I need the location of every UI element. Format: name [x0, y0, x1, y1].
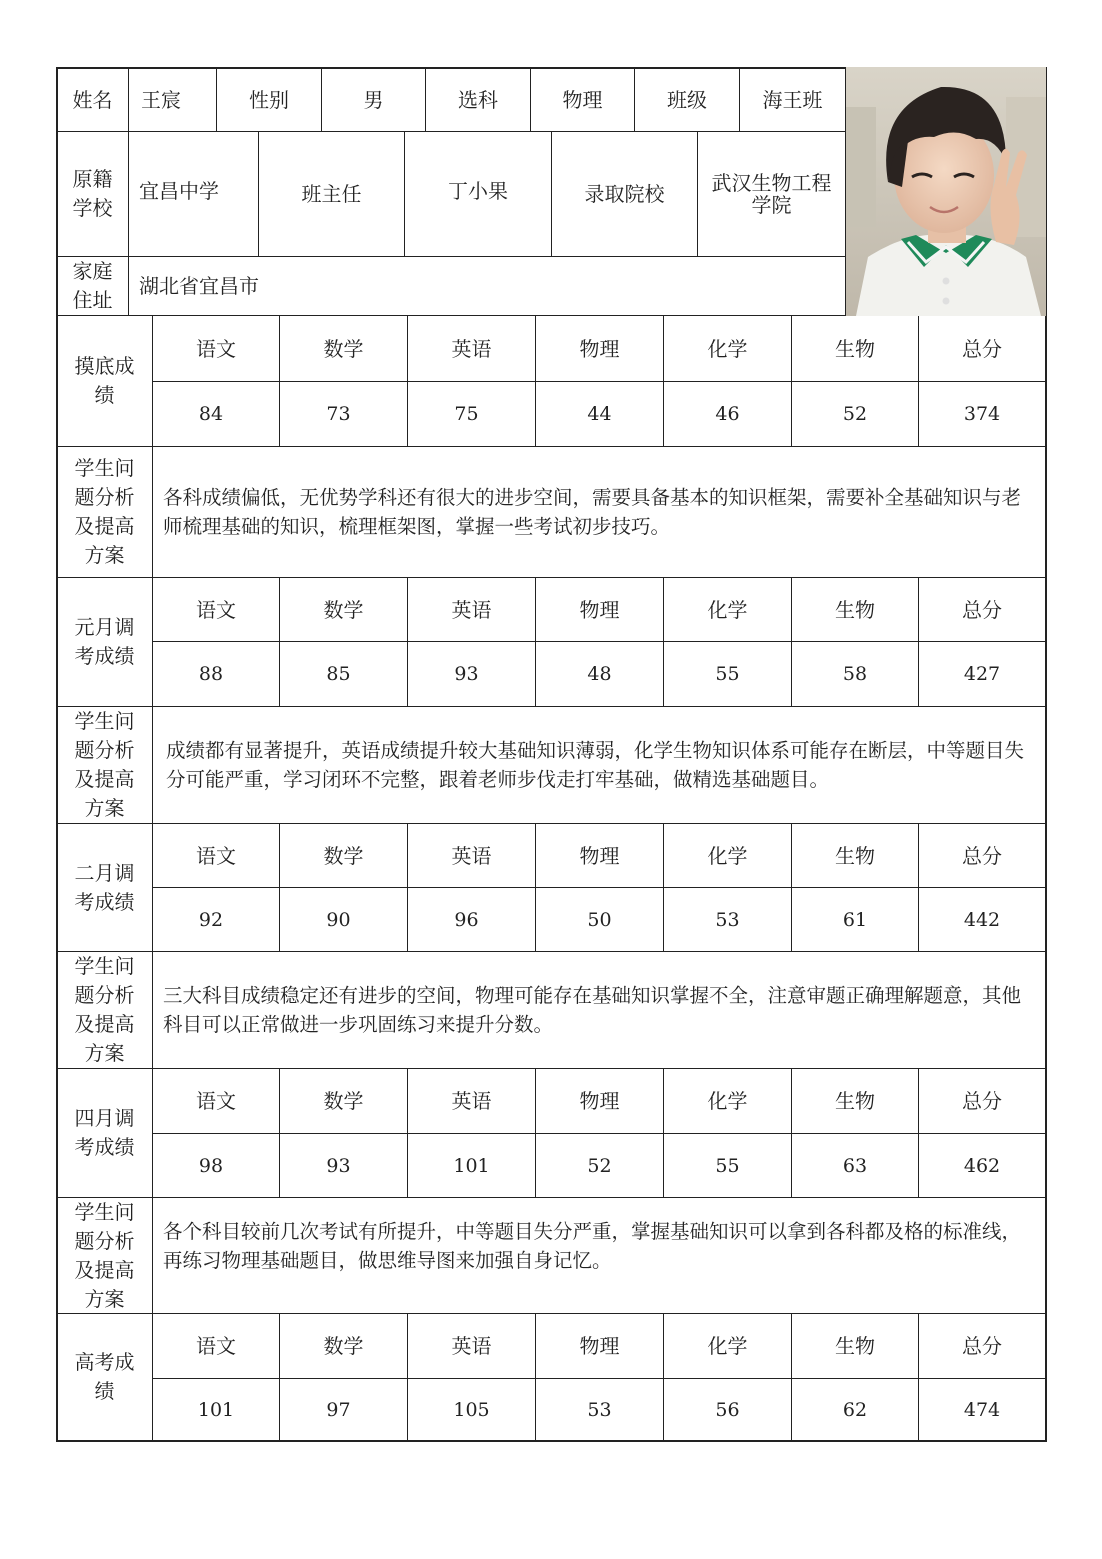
subject-header: 物理 — [579, 1089, 620, 1113]
teacher-label: 班主任 — [301, 182, 362, 206]
subject-header: 物理 — [579, 597, 620, 622]
exam-label-baseline: 摸底成 绩 — [74, 354, 135, 407]
college-label: 录取院校 — [584, 182, 665, 206]
score-cell: 61 — [842, 908, 868, 931]
exam-label-april: 四月调 考成绩 — [74, 1106, 135, 1159]
score-cell: 55 — [715, 1154, 740, 1177]
gender-value: 男 — [363, 87, 384, 112]
subject-header: 总分 — [962, 336, 1002, 361]
subject-header: 物理 — [579, 336, 620, 361]
subject-header: 化学 — [707, 336, 748, 361]
score-cell: 53 — [715, 908, 740, 931]
analysis-label: 学生问 题分析 及提高 方案 — [74, 1199, 135, 1311]
exam-label-january: 元月调 考成绩 — [74, 615, 135, 668]
subject-header: 化学 — [707, 1334, 748, 1358]
subject-header: 生物 — [835, 843, 875, 868]
subject-header: 数学 — [323, 336, 364, 361]
score-cell: 52 — [842, 403, 868, 425]
subject-header: 数学 — [323, 1089, 364, 1113]
subject-header: 语文 — [196, 843, 236, 868]
analysis-label: 学生问 题分析 及提高 方案 — [74, 456, 135, 567]
score-cell: 374 — [963, 403, 1001, 425]
analysis-text: 各个科目较前几次考试有所提升，中等题目失分严重，掌握基础知识可以拿到各科都及格的标准线，再练习物理基础题目，做思维导图来加强自身记忆。 — [163, 1219, 1022, 1272]
analysis-label: 学生问 题分析 及提高 方案 — [74, 709, 135, 820]
score-cell: 427 — [963, 663, 1001, 685]
score-cell: 75 — [454, 403, 479, 425]
subject-header: 数学 — [323, 843, 364, 868]
score-cell: 52 — [587, 1154, 612, 1177]
subject-header: 总分 — [962, 597, 1002, 622]
score-cell: 101 — [453, 1154, 490, 1177]
subject-header: 生物 — [835, 1334, 875, 1358]
score-cell: 462 — [963, 1154, 1001, 1177]
name-value: 王宸 — [141, 87, 181, 112]
class-value: 海王班 — [762, 87, 823, 112]
score-cell: 50 — [587, 908, 612, 931]
score-cell: 73 — [326, 403, 351, 425]
subject-header: 总分 — [962, 1334, 1002, 1358]
score-cell: 90 — [326, 908, 351, 931]
gender-label: 性别 — [249, 87, 289, 112]
student-photo — [846, 67, 1046, 316]
score-cell: 63 — [842, 1154, 868, 1177]
subject-header: 英语 — [451, 1334, 492, 1358]
score-cell: 62 — [842, 1398, 868, 1421]
analysis-label: 学生问 题分析 及提高 方案 — [74, 954, 135, 1065]
subject-header: 化学 — [707, 1089, 748, 1113]
analysis-text: 成绩都有显著提升，英语成绩提升较大基础知识薄弱，化学生物知识体系可能存在断层，中等题目失分可能严重，学习闭环不完整，跟着老师步伐走打牢基础，做精选基础题目。 — [166, 739, 1025, 791]
exam-label-february: 二月调 考成绩 — [74, 860, 135, 914]
score-cell: 98 — [198, 1154, 224, 1177]
score-cell: 56 — [715, 1398, 740, 1421]
subject-header: 语文 — [196, 1089, 236, 1113]
score-cell: 92 — [198, 908, 224, 931]
subject-header: 英语 — [451, 336, 492, 361]
class-label: 班级 — [667, 87, 707, 112]
exam-label-gaokao: 高考成 绩 — [74, 1350, 135, 1403]
score-cell: 48 — [587, 663, 612, 685]
score-cell: 442 — [963, 908, 1001, 931]
score-cell: 96 — [454, 908, 479, 931]
score-cell: 105 — [453, 1398, 490, 1421]
subject-header: 生物 — [835, 1089, 875, 1113]
subject-header: 语文 — [196, 597, 236, 622]
subject-header: 生物 — [835, 336, 875, 361]
analysis-text: 各科成绩偏低，无优势学科还有很大的进步空间，需要具备基本的知识框架，需要补全基础知识与老师梳理基础的知识，梳理框架图，掌握一些考试初步技巧。 — [163, 486, 1022, 538]
subject-header: 物理 — [579, 843, 620, 868]
subject-header: 英语 — [451, 597, 492, 622]
subject-header: 语文 — [196, 336, 236, 361]
score-cell: 58 — [842, 663, 868, 685]
school-value: 宜昌中学 — [139, 179, 219, 203]
subject-header: 英语 — [451, 843, 492, 868]
score-cell: 101 — [197, 1398, 235, 1421]
subject-header: 化学 — [707, 597, 748, 622]
subject-header: 总分 — [962, 843, 1002, 868]
score-cell: 93 — [454, 663, 479, 685]
score-cell: 46 — [715, 403, 740, 425]
subject-header: 语文 — [196, 1334, 236, 1358]
subject-header: 化学 — [707, 843, 748, 868]
score-cell: 44 — [587, 403, 612, 425]
score-cell: 85 — [326, 663, 351, 685]
score-cell: 53 — [587, 1398, 612, 1421]
subject-label: 选科 — [458, 87, 498, 112]
subject-header: 数学 — [323, 1334, 364, 1358]
score-cell: 97 — [326, 1398, 351, 1421]
subject-header: 数学 — [323, 597, 364, 622]
score-cell: 88 — [198, 663, 224, 685]
score-cell: 474 — [963, 1398, 1001, 1421]
score-cell: 93 — [326, 1154, 351, 1177]
college-value: 武汉生物工程 学院 — [711, 171, 832, 217]
subject-value: 物理 — [562, 87, 603, 112]
subject-header: 物理 — [579, 1334, 620, 1358]
score-cell: 84 — [198, 403, 224, 425]
address-label: 家庭 住址 — [72, 259, 113, 312]
subject-header: 英语 — [451, 1089, 492, 1113]
subject-header: 总分 — [962, 1089, 1002, 1113]
school-label: 原籍 学校 — [72, 167, 113, 220]
address-value: 湖北省宜昌市 — [139, 274, 259, 298]
name-label: 姓名 — [72, 87, 113, 112]
score-cell: 55 — [715, 663, 740, 685]
teacher-value: 丁小果 — [448, 179, 508, 203]
analysis-text: 三大科目成绩稳定还有进步的空间，物理可能存在基础知识掌握不全，注意审题正确理解题意，其他科目可以正常做进一步巩固练习来提升分数。 — [163, 984, 1022, 1036]
subject-header: 生物 — [835, 597, 875, 622]
